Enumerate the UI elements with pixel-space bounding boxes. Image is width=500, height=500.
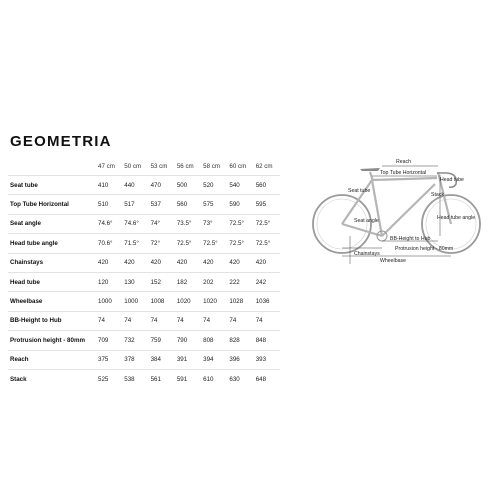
table-cell: 410 [96, 176, 122, 195]
table-cell: 72.5° [227, 234, 253, 253]
table-cell: 384 [149, 350, 175, 369]
table-cell: 420 [201, 253, 227, 272]
table-row [8, 176, 280, 195]
table-cell: 72.5° [201, 234, 227, 253]
table-cell: 440 [122, 176, 148, 195]
label-seat-angle: Seat angle [354, 218, 379, 224]
table-cell: 74.6° [96, 214, 122, 233]
table-cell: 591 [175, 369, 201, 388]
geometry-table [8, 158, 280, 388]
label-chainstays: Chainstays [354, 251, 380, 257]
table-cell: 470 [149, 176, 175, 195]
label-bb-height: BB-Height to Hub [390, 236, 431, 242]
label-top-tube: Top Tube Horizontal [380, 170, 427, 176]
size-header: 47 cm [98, 163, 115, 170]
label-stack: Stack [431, 192, 444, 198]
table-row [8, 195, 280, 214]
size-header: 58 cm [203, 163, 220, 170]
table-cell: 420 [254, 253, 280, 272]
size-header: 56 cm [176, 163, 194, 170]
table-cell: 848 [254, 331, 280, 350]
table-cell: 71.5° [122, 234, 148, 253]
table-row [8, 331, 280, 350]
table-cell: 420 [122, 253, 148, 272]
row-label: Top Tube Horizontal [8, 195, 96, 214]
table-cell: 709 [96, 331, 122, 350]
table-cell: 648 [254, 369, 280, 388]
table-cell: 74 [122, 311, 148, 330]
table-cell: 222 [227, 272, 253, 291]
table-cell: 202 [201, 272, 227, 291]
bike-frame [342, 172, 451, 236]
table-cell: 759 [149, 331, 175, 350]
row-label: Stack [8, 369, 96, 388]
table-cell: 1020 [201, 292, 227, 311]
row-label: Seat angle [8, 214, 96, 233]
bike-geometry-diagram [300, 152, 495, 272]
table-cell: 808 [201, 331, 227, 350]
table-cell: 540 [227, 176, 253, 195]
table-cell: 500 [175, 176, 201, 195]
bike-diagram-svg [300, 152, 495, 272]
table-cell: 420 [96, 253, 122, 272]
table-cell: 72° [149, 234, 175, 253]
table-cell: 130 [122, 272, 148, 291]
table-cell: 375 [96, 350, 122, 369]
table-cell: 74 [175, 311, 201, 330]
table-cell: 1020 [175, 292, 201, 311]
table-row [8, 234, 280, 253]
table-row [8, 369, 280, 388]
table-cell: 74° [149, 214, 175, 233]
table-cell: 510 [96, 195, 122, 214]
table-cell: 420 [227, 253, 253, 272]
label-head-tube-angle: Head tube angle [437, 215, 476, 221]
table-cell: 394 [201, 350, 227, 369]
table-cell: 70.6° [96, 234, 122, 253]
table-cell: 828 [227, 331, 253, 350]
table-cell: 790 [175, 331, 201, 350]
table-corner [8, 158, 96, 176]
row-label: Wheelbase [8, 292, 96, 311]
table-cell: 72.5° [254, 214, 280, 233]
table-cell: 74 [149, 311, 175, 330]
row-label: Seat tube [8, 176, 96, 195]
table-cell: 74 [254, 311, 280, 330]
table-row [8, 253, 280, 272]
table-cell: 152 [149, 272, 175, 291]
size-header: 53 cm [150, 163, 168, 170]
table-cell: 391 [175, 350, 201, 369]
table-cell: 74 [96, 311, 122, 330]
table-cell: 74 [201, 311, 227, 330]
table-cell: 630 [227, 369, 253, 388]
table-row [8, 292, 280, 311]
label-reach: Reach [396, 159, 411, 165]
table-header-row [8, 158, 280, 176]
table-cell: 72.5° [254, 234, 280, 253]
table-cell: 732 [122, 331, 148, 350]
table-row [8, 272, 280, 291]
label-head-tube: Head tube [440, 177, 464, 183]
row-label: Chainstays [8, 253, 96, 272]
table-cell: 610 [201, 369, 227, 388]
table-cell: 393 [254, 350, 280, 369]
size-header: 50 cm [124, 163, 142, 170]
table-cell: 560 [254, 176, 280, 195]
label-wheelbase: Wheelbase [380, 258, 406, 264]
size-header: 62 cm [255, 163, 273, 170]
table-cell: 1028 [227, 292, 253, 311]
table-cell: 420 [175, 253, 201, 272]
table-cell: 1000 [122, 292, 148, 311]
table-cell: 538 [122, 369, 148, 388]
table-cell: 575 [201, 195, 227, 214]
table-cell: 525 [96, 369, 122, 388]
table-cell: 74.6° [122, 214, 148, 233]
label-protrusion: Protrusion height - 80mm [395, 246, 454, 252]
table-cell: 72.5° [175, 234, 201, 253]
table-cell: 74 [227, 311, 253, 330]
geometry-table-body [8, 176, 280, 389]
row-label: BB-Height to Hub [8, 311, 96, 330]
row-label: Reach [8, 350, 96, 369]
table-cell: 595 [254, 195, 280, 214]
row-label: Head tube angle [8, 234, 96, 253]
table-cell: 561 [149, 369, 175, 388]
page-title: GEOMETRIA [10, 133, 112, 150]
table-cell: 1000 [96, 292, 122, 311]
table-cell: 378 [122, 350, 148, 369]
table-cell: 517 [122, 195, 148, 214]
table-cell: 420 [149, 253, 175, 272]
table-cell: 590 [227, 195, 253, 214]
table-cell: 73° [201, 214, 227, 233]
size-header: 60 cm [229, 163, 247, 170]
table-cell: 1036 [254, 292, 280, 311]
row-label: Head tube [8, 272, 96, 291]
saddle [360, 168, 380, 171]
table-cell: 537 [149, 195, 175, 214]
table-cell: 182 [175, 272, 201, 291]
table-row [8, 214, 280, 233]
table-cell: 242 [254, 272, 280, 291]
table-row [8, 350, 280, 369]
table-cell: 1008 [149, 292, 175, 311]
table-cell: 396 [227, 350, 253, 369]
table-cell: 73.5° [175, 214, 201, 233]
row-label: Protrusion height - 80mm [8, 331, 96, 350]
table-cell: 120 [96, 272, 122, 291]
table-row [8, 311, 280, 330]
table-cell: 520 [201, 176, 227, 195]
table-cell: 72.5° [227, 214, 253, 233]
table-cell: 560 [175, 195, 201, 214]
label-seat-tube: Seat tube [348, 188, 371, 194]
